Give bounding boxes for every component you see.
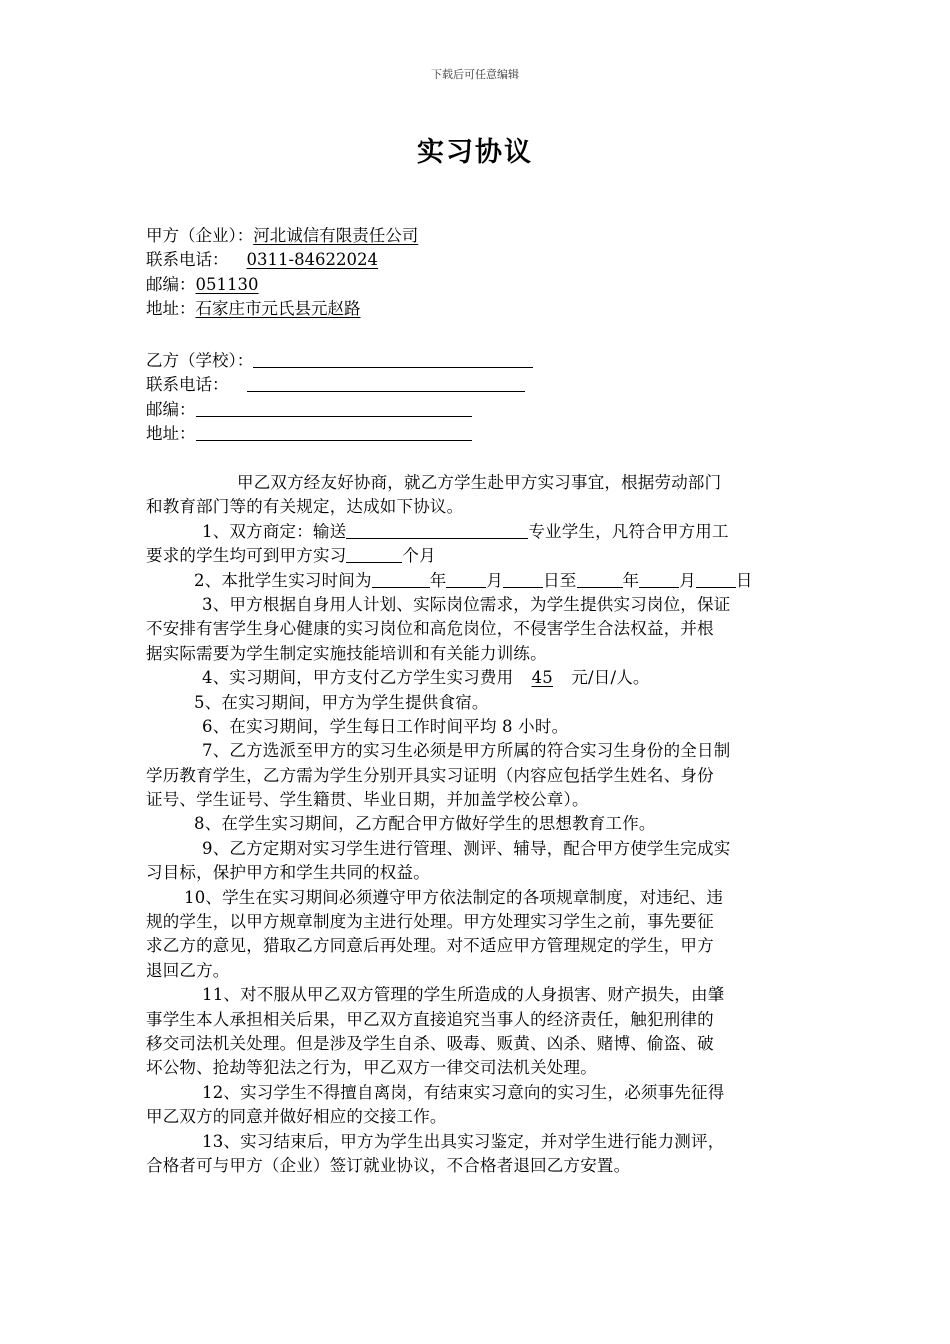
clause-11-line-3: 移交司法机关处理。但是涉及学生自杀、吸毒、贩黄、凶杀、赌博、偷盗、破 [146, 1033, 714, 1053]
clause-11-line-2: 事学生本人承担相关后果，甲乙双方直接追究当事人的经济责任，触犯刑律的 [146, 1009, 714, 1029]
clause-3-line-3: 据实际需要为学生制定实施技能培训和有关能力训练。 [146, 643, 547, 663]
party-b-postcode-blank[interactable] [196, 398, 472, 417]
party-b-address-line [146, 422, 816, 446]
party-a-name: 河北诚信有限责任公司 [253, 226, 419, 245]
clause-9-line-1: 9、乙方定期对实习学生进行管理、测评、辅导，配合甲方使学生完成实 [202, 838, 731, 858]
intro-line-1: 甲乙双方经友好协商，就乙方学生赴甲方实习事宜，根据劳动部门 [237, 473, 722, 492]
clause-10-line-2: 规的学生，以甲方规章制度为主进行处理。甲方处理实习学生之前，事先要征 [146, 912, 714, 932]
clause-6-line: 6、在实习期间，学生每日工作时间平均 8 小时。 [202, 716, 569, 736]
start-month-blank[interactable] [446, 569, 486, 588]
daily-fee-amount: 45 [531, 668, 554, 688]
clause-1-text-b: 专业学生，凡符合甲方用工 [528, 521, 729, 541]
party-a-name-line [146, 224, 816, 248]
agreement-body [146, 471, 816, 1178]
clause-2-year-1: 年 [429, 570, 447, 590]
clause-5-line: 5、在实习期间，甲方为学生提供食宿。 [194, 692, 489, 712]
party-b-phone-blank[interactable] [247, 373, 525, 392]
clause-10-line-3: 求乙方的意见，猎取乙方同意后再处理。对不适应甲方管理规定的学生，甲方 [146, 936, 714, 956]
clause-1-text-c: 要求的学生均可到甲方实习 [146, 546, 347, 566]
months-blank[interactable] [346, 544, 402, 563]
clause-13-line-2: 合格者可与甲方（企业）签订就业协议，不合格者退回乙方安置。 [146, 1155, 631, 1175]
party-a-label: 甲方（企业）： [146, 226, 254, 245]
clause-2-line [146, 569, 816, 593]
clause-9-line-2: 习目标，保护甲方和学生共同的权益。 [146, 863, 430, 883]
clause-7-line-2: 学历教育学生，乙方需为学生分别开具实习证明（内容应包括学生姓名、身份 [146, 765, 714, 785]
start-day-blank[interactable] [503, 569, 543, 588]
document-title: 实习协议 [417, 137, 533, 168]
party-a-phone-line [146, 248, 816, 272]
clause-1-text-a: 1、双方商定：输送 [202, 521, 347, 541]
party-b-label: 乙方（学校）： [146, 351, 254, 370]
clause-10-line-1: 10、学生在实习期间必须遵守甲方依法制定的各项规章制度，对违纪、违 [184, 887, 724, 907]
party-b-address-label: 地址： [146, 424, 196, 444]
clause-11-line-1: 11、对不服从甲乙双方管理的学生所造成的人身损害、财产损失，由肇 [202, 985, 725, 1005]
party-b-postcode-line [146, 398, 816, 422]
clause-4-text-a: 4、实习期间，甲方支付乙方学生实习费用 [202, 668, 514, 688]
clause-2-month-1: 月 [486, 570, 504, 590]
header-note: 下载后可任意编辑 [431, 68, 519, 81]
clause-12-line-1: 12、实习学生不得擅自离岗，有结束实习意向的实习生，必须事先征得 [202, 1082, 725, 1102]
end-year-blank[interactable] [577, 569, 623, 588]
party-a-section [146, 224, 816, 322]
party-b-postcode-label: 邮编： [146, 399, 196, 419]
party-a-address-line [146, 297, 816, 321]
party-b-phone-line [146, 373, 816, 397]
clause-3-line-2: 不安排有害学生身心健康的实习岗位和高危岗位，不侵害学生合法权益，并根 [146, 619, 714, 639]
party-a-phone-label: 联系电话： [146, 250, 229, 270]
clause-1-line-1 [146, 520, 816, 544]
clause-12-line-2: 甲乙双方的同意并做好相应的交接工作。 [146, 1107, 447, 1127]
party-a-postcode-line [146, 273, 816, 297]
party-b-name-blank[interactable] [253, 349, 533, 368]
clause-13-line-1: 13、实习结束后，甲方为学生出具实习鉴定，并对学生进行能力测评， [202, 1131, 725, 1151]
clause-2-year-2: 年 [622, 570, 640, 590]
clause-1-line-2 [146, 544, 816, 568]
clause-4-line [146, 666, 816, 690]
party-a-postcode: 051130 [195, 274, 259, 294]
party-a-phone: 0311-84622024 [246, 250, 379, 270]
end-month-blank[interactable] [639, 569, 679, 588]
end-day-blank[interactable] [696, 569, 736, 588]
start-year-blank[interactable] [372, 569, 430, 588]
party-b-phone-label: 联系电话： [146, 375, 229, 395]
major-blank[interactable] [346, 520, 528, 539]
party-b-address-blank[interactable] [196, 422, 472, 441]
clause-2-month-2: 月 [679, 570, 696, 590]
clause-2-text: 2、本批学生实习时间为 [194, 570, 372, 590]
clause-1-text-d: 个月 [402, 546, 436, 566]
party-a-address: 石家庄市元氏县元赵路 [195, 299, 361, 319]
party-a-postcode-label: 邮编： [146, 274, 196, 294]
clause-7-line-3: 证号、学生证号、学生籍贯、毕业日期，并加盖学校公章）。 [146, 790, 589, 810]
party-b-name-line [146, 349, 816, 373]
clause-8-line: 8、在学生实习期间，乙方配合甲方做好学生的思想教育工作。 [194, 814, 656, 834]
clause-2-day-2: 日 [735, 570, 753, 590]
clause-11-line-4: 坏公物、抢劫等犯法之行为，甲乙双方一律交司法机关处理。 [146, 1058, 597, 1078]
intro-line-2: 和教育部门等的有关规定，达成如下协议。 [146, 497, 464, 517]
clause-7-line-1: 7、乙方选派至甲方的实习生必须是甲方所属的符合实习生身份的全日制 [202, 741, 731, 761]
clause-2-day-to: 日至 [543, 570, 577, 590]
clause-4-text-b: 元/日/人。 [571, 668, 650, 688]
party-b-section [146, 349, 816, 447]
clause-3-line-1: 3、甲方根据自身用人计划、实际岗位需求，为学生提供实习岗位，保证 [202, 594, 731, 614]
clause-10-line-4: 退回乙方。 [146, 960, 230, 980]
party-a-address-label: 地址： [146, 299, 196, 319]
